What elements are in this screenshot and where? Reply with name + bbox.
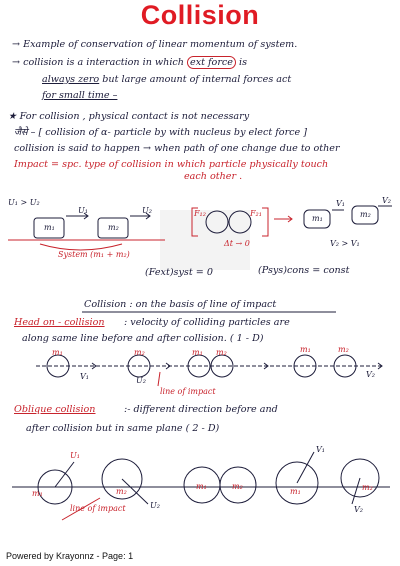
fig3-m1-b: m₁ bbox=[196, 482, 207, 491]
oblique-text-a: :- different direction before and bbox=[124, 404, 278, 415]
circle-m1 bbox=[206, 211, 228, 233]
page-title: Collision bbox=[140, 0, 260, 30]
fig1-v1: V₁ bbox=[336, 199, 345, 208]
fig3-m1: m₁ bbox=[32, 489, 43, 498]
line-impact-def-end: each other . bbox=[184, 171, 243, 182]
fig1-v2: V₂ bbox=[382, 196, 391, 205]
fig3-u2: U₂ bbox=[150, 501, 160, 510]
fig1-after-m2: m₂ bbox=[360, 210, 371, 219]
eq-fext: (Fext)syst = 0 bbox=[145, 267, 213, 278]
head-on-label: Head on - collision bbox=[14, 317, 105, 328]
fig2-m1-b: m₁ bbox=[192, 348, 203, 357]
bracket-right bbox=[262, 208, 268, 236]
fig1-after-m1: m₁ bbox=[312, 214, 323, 223]
section-heading-b: : on the basis of line of impact bbox=[129, 299, 277, 310]
ext-force-box: ext force bbox=[187, 56, 236, 69]
line-impact-def: Impact = spc. type of collision in which particle physically touch bbox=[14, 159, 329, 170]
section-heading-a: Collision bbox=[84, 299, 127, 310]
fig2-m2-c: m₂ bbox=[338, 345, 349, 354]
fig3-v1: V₁ bbox=[316, 445, 325, 454]
fig3-m2: m₂ bbox=[116, 487, 127, 496]
fig2-v2: V₂ bbox=[366, 370, 375, 379]
fig3-line-of-impact: line of impact bbox=[70, 504, 126, 513]
oblique-text-b: after collision but in same plane ( 2 - D) bbox=[26, 423, 220, 434]
fig3-m2-b: m₂ bbox=[232, 482, 243, 491]
fig2-m2-a: m₂ bbox=[134, 348, 145, 357]
fig1-f21: F₂₁ bbox=[250, 209, 262, 218]
fig1-before bbox=[8, 213, 165, 250]
line-interaction-c: is bbox=[239, 57, 248, 68]
circle-m2 bbox=[229, 211, 251, 233]
fig3-v2: V₂ bbox=[354, 505, 363, 514]
fig1-u2: U₂ bbox=[142, 206, 152, 215]
oblique-label: Oblique collision bbox=[14, 404, 96, 415]
section-heading bbox=[84, 300, 276, 310]
fig1-system: System (m₁ + m₂) bbox=[58, 250, 130, 259]
fig1-dt: Δt → 0 bbox=[224, 239, 250, 248]
fig1-condition: U₁ > U₂ bbox=[8, 198, 40, 207]
fig2-v1: V₁ bbox=[80, 372, 89, 381]
fig1-u1: U₁ bbox=[78, 206, 88, 215]
eq-psys: (Psys)cons = const bbox=[258, 265, 350, 276]
fig3-m2-c: m₂ bbox=[362, 483, 373, 492]
line-contact: ★ For collision , physical contact is not necessary bbox=[8, 111, 250, 122]
line-path-change: collision is said to happen → when path of one change due to other bbox=[14, 143, 340, 154]
line-small-time: for small time – bbox=[42, 90, 118, 101]
fig2-line-of-impact: line of impact bbox=[160, 387, 216, 396]
fig1-m1: m₁ bbox=[44, 223, 55, 232]
fig2-u2: U₂ bbox=[136, 376, 146, 385]
fig2-m2-b: m₂ bbox=[216, 348, 227, 357]
fig1-v-cond: V₂ > V₁ bbox=[330, 239, 360, 248]
fig2-m1-c: m₁ bbox=[300, 345, 311, 354]
fig3-m1-c: m₁ bbox=[290, 487, 301, 496]
fig2-m1-a: m₁ bbox=[52, 348, 63, 357]
line-example: → Example of conservation of linear momentum of system. bbox=[12, 39, 298, 50]
always-zero: always zero bbox=[42, 74, 100, 85]
head-on-text-b: along same line before and after collision. ( 1 - D) bbox=[22, 333, 264, 344]
line-internal-forces: but large amount of internal forces act bbox=[102, 74, 292, 85]
fig3-u1: U₁ bbox=[70, 451, 80, 460]
line-example-alpha: जैसे – [ collision of α- particle by with nucleus by elect force ] bbox=[14, 127, 307, 138]
head-on-text-a: : velocity of colliding particles are bbox=[124, 317, 290, 328]
fig1-during bbox=[192, 208, 292, 236]
fig1-m2: m₂ bbox=[108, 223, 119, 232]
oblique-arrow-v2 bbox=[352, 478, 360, 504]
fig1-f12: F₁₂ bbox=[194, 209, 206, 218]
line-interaction-a: → collision is a interaction in which bbox=[12, 57, 184, 68]
footer-credit: Powered by Krayonnz - Page: 1 bbox=[6, 551, 134, 561]
fig2-head-on bbox=[36, 355, 384, 386]
impact-pointer bbox=[158, 372, 160, 386]
